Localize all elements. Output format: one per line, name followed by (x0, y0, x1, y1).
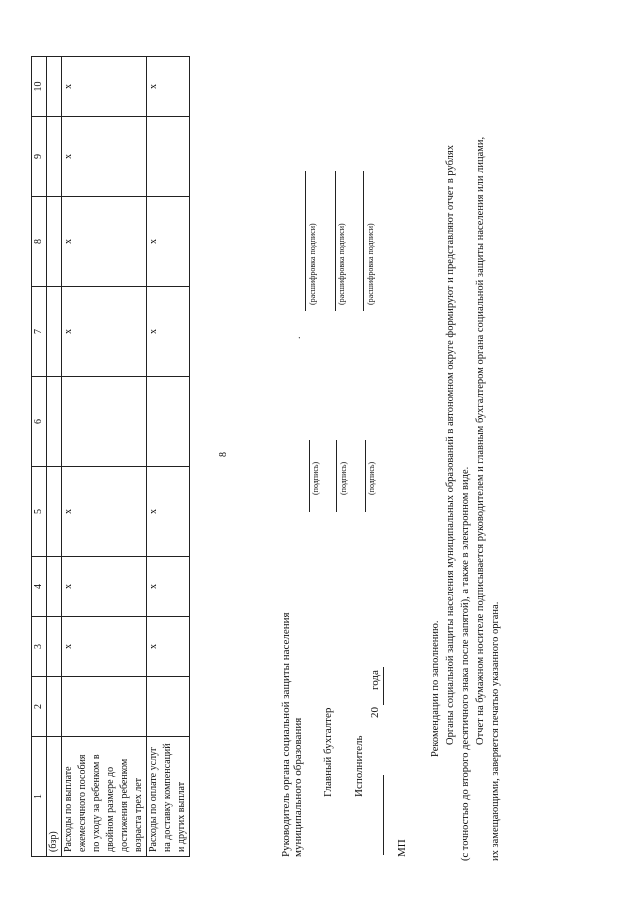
continuation-cell: (бзр) (47, 737, 62, 857)
table-cell (147, 117, 190, 197)
table-cell: х (147, 467, 190, 557)
table-cell (62, 677, 147, 737)
header-cell: 10 (32, 57, 47, 117)
table-cell: х (62, 57, 147, 117)
decode-line (305, 171, 306, 311)
signature-caption: (подпись) (367, 461, 376, 495)
table-cell: х (147, 287, 190, 377)
header-cell: 3 (32, 617, 47, 677)
date-line (383, 667, 384, 705)
decode-line (335, 171, 336, 311)
header-cell: 4 (32, 557, 47, 617)
table-cell: х (62, 557, 147, 617)
notes-p2-line2: их замещающими, заверяется печатью указанного органа. (490, 601, 501, 861)
stamp-place: МП (396, 839, 408, 857)
table-cell: х (62, 197, 147, 287)
signature-line (365, 440, 366, 512)
notes-p2-line1: Отчет на бумажном носителе подписывается руководителем и главным бухгалтером органа социальной защиты населения или лицами, (475, 136, 486, 745)
table-cell: х (62, 617, 147, 677)
table-cell: х (147, 197, 190, 287)
notes-title: Рекомендации по заполнению. (430, 620, 441, 757)
decode-caption: (расшифровка подписи) (366, 223, 375, 305)
table-cell (147, 677, 190, 737)
table-cell (147, 377, 190, 467)
decode-line (363, 171, 364, 311)
table-cell: х (62, 117, 147, 197)
table-row (62, 57, 147, 857)
table-header-row (32, 57, 47, 857)
header-cell: 2 (32, 677, 47, 737)
executor-label: Исполнитель (353, 735, 365, 797)
table-cell: х (62, 467, 147, 557)
head-title: Руководитель органа социальной защиты населения муниципального образования (280, 612, 304, 857)
table-cell: х (147, 557, 190, 617)
header-cell: 6 (32, 377, 47, 467)
table-row (147, 57, 190, 857)
signature-line (336, 440, 337, 512)
header-cell: 8 (32, 197, 47, 287)
table-cell (62, 377, 147, 467)
date-line (383, 775, 384, 855)
date-word: года (369, 670, 381, 690)
decode-caption: (расшифровка подписи) (337, 223, 346, 305)
header-cell: 1 (32, 737, 47, 857)
signature-caption: (подпись) (339, 461, 348, 495)
signature-line (309, 440, 310, 512)
date-number: 20 (369, 707, 381, 718)
page-dot: . (292, 336, 303, 339)
row-label: Расходы по выплате ежемесячного пособия по уходу за ребенком в двойном размере до достижения ребенком возраста трех лет (62, 737, 147, 857)
notes-p1-line2: (с точностью до второго десятичного знака после запятой), а также в электронном виде. (460, 466, 471, 861)
table-continuation-row (47, 57, 62, 857)
table-cell: х (147, 57, 190, 117)
table-cell: х (62, 287, 147, 377)
decode-caption: (расшифровка подписи) (308, 223, 317, 305)
table-cell: х (147, 617, 190, 677)
report-table (31, 56, 190, 857)
signature-caption: (подпись) (311, 461, 320, 495)
header-cell: 5 (32, 467, 47, 557)
notes-p1-line1: Органы социальной защиты населения муниципальных образований в автономном округе формируют и представляют отчет в рублях (445, 145, 456, 745)
header-cell: 9 (32, 117, 47, 197)
header-cell: 7 (32, 287, 47, 377)
page-number: 8 (218, 452, 229, 457)
chief-accountant-label: Главный бухгалтер (322, 707, 334, 797)
row-label: Расходы по оплате услуг на доставку компенсаций и других выплат (147, 737, 190, 857)
